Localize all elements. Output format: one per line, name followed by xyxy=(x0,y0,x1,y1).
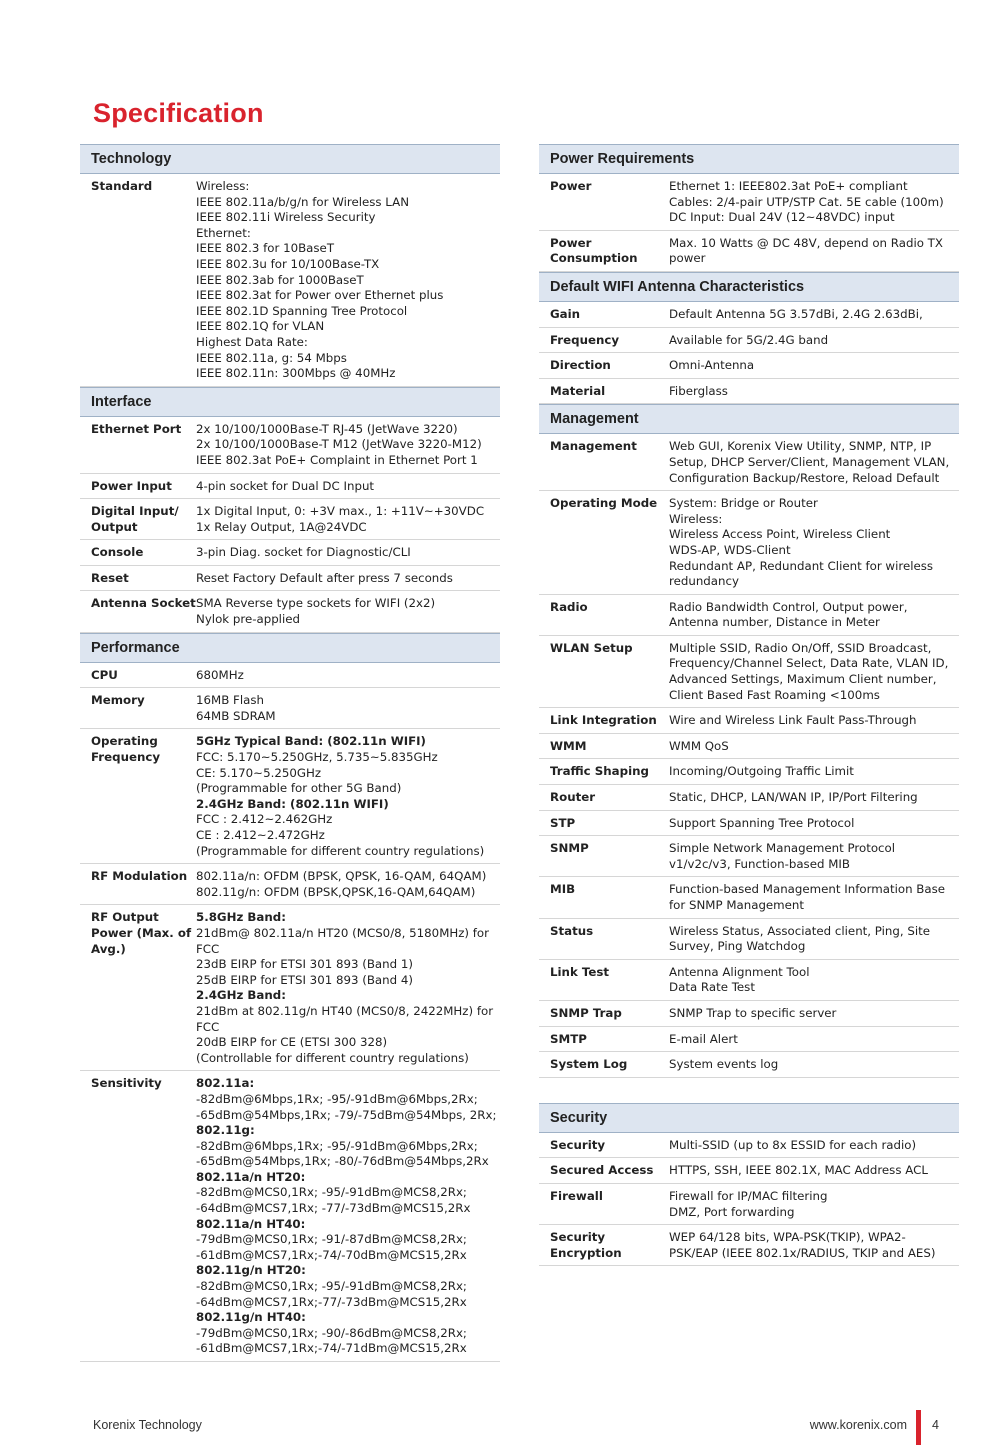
spec-value-line: 802.11a/n: OFDM (BPSK, QPSK, 16-QAM, 64QAM) xyxy=(196,869,487,884)
spec-label: RF Output Power (Max. of Avg.) xyxy=(91,910,192,956)
spec-row-power-input xyxy=(80,474,500,500)
section-header-security: Security xyxy=(539,1103,959,1133)
spec-row-rf-output-power-max-of-avg xyxy=(80,905,500,1071)
spec-value-line: 20dB EIRP for CE (ETSI 300 328) xyxy=(196,1035,388,1050)
spec-value xyxy=(196,479,500,495)
spec-value-line: (Programmable for different country regulations) xyxy=(196,843,485,858)
spec-value-line: Support Spanning Tree Protocol xyxy=(669,815,855,830)
spec-value-line: Default Antenna 5G 3.57dBi, 2.4G 2.63dBi, xyxy=(669,306,923,321)
spec-row-cpu xyxy=(80,663,500,689)
spec-label: SNMP Trap xyxy=(550,1005,622,1020)
spec-row-material xyxy=(539,379,959,405)
spec-label: Management xyxy=(550,439,637,454)
spec-value xyxy=(196,596,500,627)
spec-value xyxy=(669,1032,959,1048)
spec-value-line: v1/v2c/v3, Function-based MIB xyxy=(669,856,850,871)
spec-label: WLAN Setup xyxy=(550,640,633,655)
spec-value-line: Advanced Settings, Maximum Client number, xyxy=(669,672,937,687)
spec-value xyxy=(669,600,959,631)
spec-value-line: WMM QoS xyxy=(669,738,729,753)
spec-value-line: 802.11g/n HT20: xyxy=(196,1263,306,1278)
spec-value-line: 2x 10/100/1000Base-T M12 (JetWave 3220-M12) xyxy=(196,437,482,452)
spec-row-mib xyxy=(539,877,959,918)
spec-value-line: Ethernet: xyxy=(196,225,251,240)
spec-value-line: E-mail Alert xyxy=(669,1031,738,1046)
spec-value xyxy=(669,333,959,349)
spec-value xyxy=(669,496,959,590)
section-header-default-wifi-antenna-characteristics: Default WIFI Antenna Characteristics xyxy=(539,272,959,302)
spec-label: RF Modulation xyxy=(91,869,188,884)
spec-value xyxy=(669,882,959,913)
spec-value-line: IEEE 802.11i Wireless Security xyxy=(196,210,376,225)
spec-value xyxy=(669,816,959,832)
spec-value-line: Redundant AP, Redundant Client for wireless xyxy=(669,558,934,573)
spec-label: Status xyxy=(550,923,594,938)
spec-label: Console xyxy=(91,545,144,560)
spec-value-line: WDS-AP, WDS-Client xyxy=(669,542,791,557)
spec-value-line: 802.11g: xyxy=(196,1123,255,1138)
spec-value-line: 3-pin Diag. socket for Diagnostic/CLI xyxy=(196,545,411,560)
spec-value-line: DMZ, Port forwarding xyxy=(669,1204,795,1219)
spec-row-radio xyxy=(539,595,959,636)
spec-row-ethernet-port xyxy=(80,417,500,474)
spec-value xyxy=(196,693,500,724)
spec-row-stp xyxy=(539,811,959,837)
spec-label: Antenna Socket xyxy=(91,596,196,611)
spec-value-line: -61dBm@MCS7,1Rx;-74/-70dBm@MCS15,2Rx xyxy=(196,1247,467,1262)
spec-value-line: Web GUI, Korenix View Utility, SNMP, NTP, IP xyxy=(669,439,932,454)
spec-value-line: Data Rate Test xyxy=(669,980,755,995)
spec-value-line: FCC xyxy=(196,941,220,956)
spec-value-line: System events log xyxy=(669,1057,779,1072)
spec-value xyxy=(669,1006,959,1022)
spec-value-line: Wireless Status, Associated client, Ping, Site xyxy=(669,923,931,938)
page-title: Specification xyxy=(93,98,264,128)
spec-row-memory xyxy=(80,688,500,729)
spec-value-line: for SNMP Management xyxy=(669,898,805,912)
spec-value-line: SNMP Trap to specific server xyxy=(669,1005,837,1020)
spec-value-line: IEEE 802.11a/b/g/n for Wireless LAN xyxy=(196,194,410,209)
spec-value xyxy=(669,713,959,729)
spec-value-line: 5.8GHz Band: xyxy=(196,910,286,925)
spec-value xyxy=(196,179,500,382)
spec-value-line: IEEE 802.11n: 300Mbps @ 40MHz xyxy=(196,366,396,381)
spec-value-line: Survey, Ping Watchdog xyxy=(669,939,806,954)
spec-label: Router xyxy=(550,790,596,805)
spec-value-line: Wireless: xyxy=(669,511,723,526)
spec-value xyxy=(196,422,500,469)
section-header-performance: Performance xyxy=(80,633,500,663)
spec-row-reset xyxy=(80,566,500,592)
spec-value-line: IEEE 802.1Q for VLAN xyxy=(196,319,325,334)
spec-value-line: IEEE 802.1D Spanning Tree Protocol xyxy=(196,303,408,318)
spec-value-line: 802.11a: xyxy=(196,1076,255,1091)
spec-value-line: 23dB EIRP for ETSI 301 893 (Band 1) xyxy=(196,957,413,972)
spec-column-right xyxy=(539,144,959,1266)
spec-label: Power xyxy=(550,179,592,193)
spec-value-line: Omni-Antenna xyxy=(669,358,755,373)
spec-value-line: CE : 2.412~2.472GHz xyxy=(196,828,325,842)
spec-value-line: PSK/EAP (IEEE 802.1x/RADIUS, TKIP and AES) xyxy=(669,1245,936,1260)
spec-value-line: 21dBm at 802.11g/n HT40 (MCS0/8, 2422MHz) for xyxy=(196,1003,494,1018)
spec-value-line: Antenna number, Distance in Meter xyxy=(669,615,880,630)
spec-value-line: Ethernet 1: IEEE802.3at PoE+ compliant xyxy=(669,179,908,193)
spec-value-line: Reset Factory Default after press 7 seconds xyxy=(196,570,453,585)
spec-value-line: WEP 64/128 bits, WPA-PSK(TKIP), WPA2- xyxy=(669,1230,906,1245)
spec-value-line: 680MHz xyxy=(196,667,244,682)
spec-value-line: Frequency/Channel Select, Data Rate, VLAN ID, xyxy=(669,656,949,671)
spec-value-line: Client Based Fast Roaming <100ms xyxy=(669,687,880,702)
spec-value-line: 2x 10/100/1000Base-T RJ-45 (JetWave 3220) xyxy=(196,421,458,436)
spec-value-line: -64dBm@MCS7,1Rx;-77/-73dBm@MCS15,2Rx xyxy=(196,1294,467,1309)
spec-row-standard xyxy=(80,174,500,387)
spec-row-frequency xyxy=(539,328,959,354)
spec-value xyxy=(196,504,500,535)
spec-value-line: 1x Digital Input, 0: +3V max., 1: +11V~+30VDC xyxy=(196,504,485,519)
spec-value xyxy=(669,1057,959,1073)
spec-value xyxy=(669,307,959,323)
spec-value-line: Multi-SSID (up to 8x ESSID for each radio) xyxy=(669,1137,917,1152)
spec-row-snmp xyxy=(539,836,959,877)
spec-value-line: DC Input: Dual 24V (12~48VDC) input xyxy=(669,210,895,225)
spec-value-line: 5GHz Typical Band: (802.11n WIFI) xyxy=(196,734,426,749)
spec-value xyxy=(196,869,500,900)
spec-value xyxy=(196,1076,502,1357)
spec-value xyxy=(669,236,959,267)
spec-value-line: Wire and Wireless Link Fault Pass-Through xyxy=(669,713,917,728)
section-header-technology: Technology xyxy=(80,144,500,174)
spec-label: Frequency xyxy=(550,332,620,347)
spec-value-line: HTTPS, SSH, IEEE 802.1X, MAC Address ACL xyxy=(669,1163,928,1178)
spec-value-line: System: Bridge or Router xyxy=(669,496,818,511)
spec-row-console xyxy=(80,540,500,566)
spec-value-line: SMA Reverse type sockets for WIFI (2x2) xyxy=(196,596,436,611)
spec-value-line: IEEE 802.3at for Power over Ethernet plus xyxy=(196,288,444,303)
spec-value xyxy=(669,179,959,226)
section-header-management: Management xyxy=(539,404,959,434)
spec-label: Operating Mode xyxy=(550,496,658,511)
spec-value xyxy=(669,1138,959,1154)
spec-row-wmm xyxy=(539,734,959,760)
spec-value-line: 25dB EIRP for ETSI 301 893 (Band 4) xyxy=(196,972,413,987)
footer-divider-bar xyxy=(916,1410,921,1445)
spec-row-security xyxy=(539,1133,959,1159)
spec-label: Link Integration xyxy=(550,713,657,728)
spec-value-line: Antenna Alignment Tool xyxy=(669,964,810,979)
spec-value-line: IEEE 802.3at PoE+ Complaint in Ethernet Port 1 xyxy=(196,452,478,467)
spec-value-line: Cables: 2/4-pair UTP/STP Cat. 5E cable (100m) xyxy=(669,194,944,209)
spec-value-line: Firewall for IP/MAC filtering xyxy=(669,1188,828,1203)
spec-value-line: (Controllable for different country regulations) xyxy=(196,1050,469,1065)
spec-label: Gain xyxy=(550,306,581,321)
spec-label: Ethernet Port xyxy=(91,421,182,436)
spec-row-traffic-shaping xyxy=(539,759,959,785)
spec-row-operating-mode xyxy=(539,491,959,595)
spec-label: Security Encryption xyxy=(550,1230,622,1260)
spec-row-system-log xyxy=(539,1052,959,1078)
footer-company: Korenix Technology xyxy=(93,1418,202,1432)
spec-value xyxy=(669,739,959,755)
spec-value-line: FCC xyxy=(196,1019,220,1034)
spec-value-line: FCC: 5.170~5.250GHz, 5.735~5.835GHz xyxy=(196,750,438,765)
spec-value-line: 64MB SDRAM xyxy=(196,708,276,723)
spec-value-line: Simple Network Management Protocol xyxy=(669,841,896,856)
spec-value xyxy=(669,1189,959,1220)
spec-label: Sensitivity xyxy=(91,1076,162,1091)
spec-value xyxy=(669,1163,959,1179)
spec-value-line: Multiple SSID, Radio On/Off, SSID Broadcast, xyxy=(669,640,932,655)
spec-value xyxy=(669,965,959,996)
spec-value-line: Configuration Backup/Restore, Reload Default xyxy=(669,470,940,485)
spec-value-line: -82dBm@6Mbps,1Rx; -95/-91dBm@6Mbps,2Rx; xyxy=(196,1091,478,1106)
spec-value-line: -79dBm@MCS0,1Rx; -91/-87dBm@MCS8,2Rx; xyxy=(196,1232,467,1247)
spec-label: Power Input xyxy=(91,478,172,493)
spec-value xyxy=(196,734,500,859)
spec-value-line: 802.11g/n HT40: xyxy=(196,1310,306,1325)
spec-label: SMTP xyxy=(550,1031,587,1046)
spec-row-link-test xyxy=(539,960,959,1001)
spec-row-power xyxy=(539,174,959,231)
spec-value xyxy=(669,641,959,703)
spec-value-line: Highest Data Rate: xyxy=(196,334,308,349)
spec-label: Reset xyxy=(91,570,129,585)
spec-value xyxy=(669,1230,959,1261)
spec-label: Security xyxy=(550,1137,606,1152)
spec-value xyxy=(196,571,500,587)
spec-label: STP xyxy=(550,815,576,830)
spec-label: Operating Frequency xyxy=(91,734,161,765)
spec-value xyxy=(669,790,959,806)
spec-value xyxy=(669,439,959,486)
section-header-interface: Interface xyxy=(80,387,500,417)
spec-label: Standard xyxy=(91,179,153,193)
spec-value-line: Fiberglass xyxy=(669,383,728,398)
spec-row-digital-input-output xyxy=(80,499,500,540)
spec-value xyxy=(669,384,959,400)
spec-value-line: IEEE 802.11a, g: 54 Mbps xyxy=(196,350,347,365)
page-number: 4 xyxy=(932,1418,939,1432)
spec-value-line: Wireless Access Point, Wireless Client xyxy=(669,527,891,542)
spec-label: Firewall xyxy=(550,1188,603,1203)
spec-row-rf-modulation xyxy=(80,864,500,905)
spec-row-status xyxy=(539,919,959,960)
spec-value-line: Available for 5G/2.4G band xyxy=(669,332,829,347)
spec-value-line: (Programmable for other 5G Band) xyxy=(196,781,402,796)
spec-value xyxy=(196,545,500,561)
spec-row-link-integration xyxy=(539,708,959,734)
spec-value-line: redundancy xyxy=(669,574,739,589)
spec-value xyxy=(196,910,500,1066)
spec-value-line: IEEE 802.3 for 10BaseT xyxy=(196,241,335,256)
spec-value-line: 1x Relay Output, 1A@24VDC xyxy=(196,519,367,534)
spec-value-line: IEEE 802.3u for 10/100Base-TX xyxy=(196,256,380,271)
spec-row-security-encryption xyxy=(539,1225,959,1266)
spec-value xyxy=(196,668,500,684)
spec-label: Secured Access xyxy=(550,1163,654,1178)
spec-value-line: Incoming/Outgoing Traffic Limit xyxy=(669,764,854,779)
spec-row-sensitivity xyxy=(80,1071,500,1362)
spec-value-line: CE: 5.170~5.250GHz xyxy=(196,765,322,780)
section-header-power-requirements: Power Requirements xyxy=(539,144,959,174)
spec-value-line: -79dBm@MCS0,1Rx; -90/-86dBm@MCS8,2Rx; xyxy=(196,1325,467,1340)
spec-row-management xyxy=(539,434,959,491)
spec-label: System Log xyxy=(550,1057,628,1072)
spec-row-direction xyxy=(539,353,959,379)
spec-label: SNMP xyxy=(550,841,589,856)
spec-value-line: 2.4GHz Band: (802.11n WIFI) xyxy=(196,796,389,811)
spec-label: Digital Input/ Output xyxy=(91,504,179,534)
spec-row-power-consumption xyxy=(539,231,959,272)
spec-value-line: -82dBm@MCS0,1Rx; -95/-91dBm@MCS8,2Rx; xyxy=(196,1279,467,1294)
spec-value xyxy=(669,764,959,780)
spec-row-router xyxy=(539,785,959,811)
spec-label: Memory xyxy=(91,693,145,708)
spec-value-line: FCC : 2.412~2.462GHz xyxy=(196,812,333,827)
spec-value xyxy=(669,924,959,955)
spec-label: CPU xyxy=(91,667,118,682)
spec-value-line: 802.11g/n: OFDM (BPSK,QPSK,16-QAM,64QAM) xyxy=(196,884,476,899)
spec-value-line: -65dBm@54Mbps,1Rx; -79/-75dBm@54Mbps, 2Rx; xyxy=(196,1107,497,1122)
spec-row-secured-access xyxy=(539,1158,959,1184)
spec-row-gain xyxy=(539,302,959,328)
spec-value-line: 2.4GHz Band: xyxy=(196,988,286,1003)
section-spacer xyxy=(539,1078,959,1103)
spec-value-line: -65dBm@54Mbps,1Rx; -80/-76dBm@54Mbps,2Rx xyxy=(196,1154,489,1169)
footer-website[interactable]: www.korenix.com xyxy=(809,1418,907,1432)
spec-value-line: Nylok pre-applied xyxy=(196,612,300,627)
spec-label: Direction xyxy=(550,358,611,373)
spec-value-line: Wireless: xyxy=(196,179,250,193)
spec-value-line: -61dBm@MCS7,1Rx;-74/-71dBm@MCS15,2Rx xyxy=(196,1341,467,1356)
spec-label: Link Test xyxy=(550,964,610,979)
spec-value-line: power xyxy=(669,251,706,266)
spec-value-line: -82dBm@6Mbps,1Rx; -95/-91dBm@6Mbps,2Rx; xyxy=(196,1138,478,1153)
spec-value-line: -64dBm@MCS7,1Rx; -77/-73dBm@MCS15,2Rx xyxy=(196,1201,471,1216)
spec-value-line: Function-based Management Information Base xyxy=(669,882,946,897)
spec-row-antenna-socket xyxy=(80,591,500,632)
spec-value-line: Radio Bandwidth Control, Output power, xyxy=(669,599,908,614)
spec-label: Traffic Shaping xyxy=(550,764,649,779)
spec-value-line: 802.11a/n HT20: xyxy=(196,1169,306,1184)
spec-row-firewall xyxy=(539,1184,959,1225)
spec-value-line: Max. 10 Watts @ DC 48V, depend on Radio TX xyxy=(669,235,943,250)
spec-row-operating-frequency xyxy=(80,729,500,864)
spec-value-line: 21dBm@ 802.11a/n HT20 (MCS0/8, 5180MHz) for xyxy=(196,925,490,940)
spec-value-line: 16MB Flash xyxy=(196,693,264,708)
spec-label: Power Consumption xyxy=(550,235,638,266)
spec-row-smtp xyxy=(539,1027,959,1053)
spec-row-wlan-setup xyxy=(539,636,959,708)
spec-value-line: IEEE 802.3ab for 1000BaseT xyxy=(196,272,364,287)
spec-label: WMM xyxy=(550,738,587,753)
spec-value-line: Setup, DHCP Server/Client, Management VLAN, xyxy=(669,454,950,469)
spec-value-line: -82dBm@MCS0,1Rx; -95/-91dBm@MCS8,2Rx; xyxy=(196,1185,467,1200)
spec-row-snmp-trap xyxy=(539,1001,959,1027)
spec-column-left xyxy=(80,144,500,1362)
spec-value-line: 802.11a/n HT40: xyxy=(196,1216,306,1231)
spec-label: Radio xyxy=(550,599,588,614)
spec-label: MIB xyxy=(550,882,576,897)
spec-label: Material xyxy=(550,383,606,398)
spec-value-line: Static, DHCP, LAN/WAN IP, IP/Port Filtering xyxy=(669,790,918,805)
spec-value xyxy=(669,841,959,872)
spec-value xyxy=(669,358,959,374)
spec-value-line: 4-pin socket for Dual DC Input xyxy=(196,478,375,493)
